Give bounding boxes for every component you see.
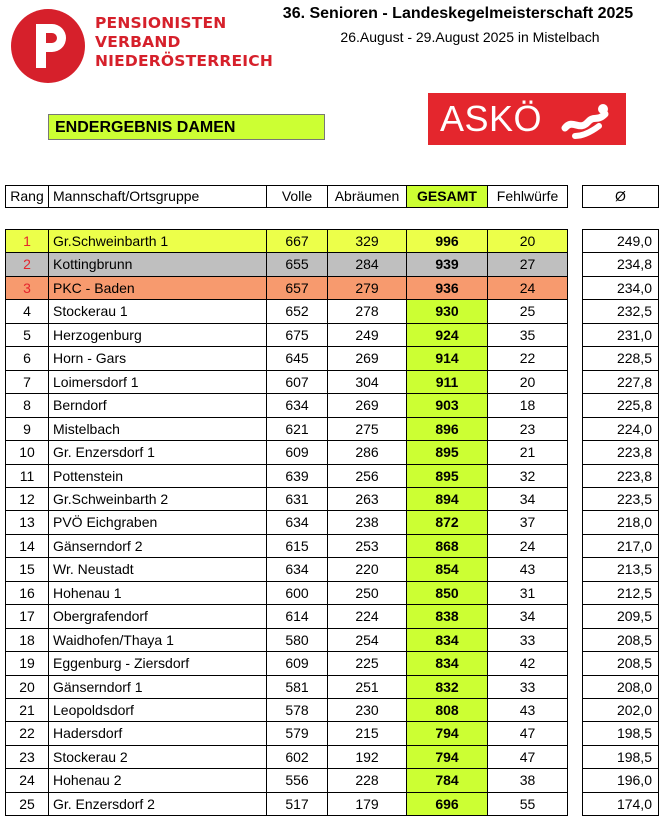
cell-rank: 22	[5, 721, 49, 746]
cell-abraeumen: 279	[327, 276, 407, 300]
cell-gesamt: 794	[406, 721, 488, 746]
cell-volle: 667	[266, 229, 328, 253]
cell-rank: 4	[5, 299, 49, 324]
cell-fehlwuerfe: 37	[487, 510, 568, 535]
cell-team: Gänserndorf 1	[48, 675, 267, 699]
cell-volle: 631	[266, 487, 328, 511]
cell-abraeumen: 250	[327, 581, 407, 605]
cell-rank: 7	[5, 370, 49, 394]
cell-fehlwuerfe: 47	[487, 721, 568, 746]
cell-fehlwuerfe: 23	[487, 417, 568, 441]
cell-team: Waidhofen/Thaya 1	[48, 628, 267, 652]
cell-average: 218,0	[582, 510, 659, 535]
cell-team: Mistelbach	[48, 417, 267, 441]
pensionisten-logo-icon	[10, 8, 86, 84]
cell-abraeumen: 329	[327, 229, 407, 253]
header-abraeumen: Abräumen	[327, 185, 407, 208]
cell-volle: 634	[266, 393, 328, 418]
cell-team: Kottingbrunn	[48, 252, 267, 277]
org-line-1: PENSIONISTEN	[95, 14, 227, 32]
cell-rank: 10	[5, 440, 49, 465]
cell-abraeumen: 284	[327, 252, 407, 277]
cell-team: Wr. Neustadt	[48, 557, 267, 582]
cell-team: Leopoldsdorf	[48, 698, 267, 722]
cell-abraeumen: 215	[327, 721, 407, 746]
cell-abraeumen: 275	[327, 417, 407, 441]
cell-fehlwuerfe: 33	[487, 675, 568, 699]
cell-abraeumen: 220	[327, 557, 407, 582]
cell-average: 217,0	[582, 534, 659, 558]
cell-average: 223,8	[582, 464, 659, 488]
cell-volle: 581	[266, 675, 328, 699]
cell-volle: 615	[266, 534, 328, 558]
cell-volle: 578	[266, 698, 328, 722]
cell-volle: 645	[266, 346, 328, 371]
cell-average: 249,0	[582, 229, 659, 253]
cell-fehlwuerfe: 35	[487, 323, 568, 347]
cell-gesamt: 930	[406, 299, 488, 324]
cell-abraeumen: 192	[327, 745, 407, 769]
cell-average: 225,8	[582, 393, 659, 418]
cell-fehlwuerfe: 43	[487, 698, 568, 722]
cell-average: 234,0	[582, 276, 659, 300]
cell-abraeumen: 179	[327, 792, 407, 816]
cell-rank: 21	[5, 698, 49, 722]
cell-abraeumen: 224	[327, 604, 407, 629]
cell-average: 231,0	[582, 323, 659, 347]
cell-rank: 14	[5, 534, 49, 558]
cell-rank: 3	[5, 276, 49, 300]
cell-abraeumen: 253	[327, 534, 407, 558]
org-line-3: NIEDERÖSTERREICH	[95, 52, 273, 70]
cell-average: 212,5	[582, 581, 659, 605]
asko-runner-icon	[561, 100, 619, 140]
cell-gesamt: 894	[406, 487, 488, 511]
cell-rank: 13	[5, 510, 49, 535]
cell-average: 202,0	[582, 698, 659, 722]
cell-gesamt: 838	[406, 604, 488, 629]
cell-fehlwuerfe: 21	[487, 440, 568, 465]
cell-fehlwuerfe: 20	[487, 229, 568, 253]
cell-rank: 12	[5, 487, 49, 511]
cell-gesamt: 834	[406, 628, 488, 652]
cell-volle: 579	[266, 721, 328, 746]
header-gesamt: GESAMT	[406, 185, 488, 208]
cell-fehlwuerfe: 34	[487, 604, 568, 629]
cell-team: Gr.Schweinbarth 1	[48, 229, 267, 253]
cell-average: 198,5	[582, 721, 659, 746]
cell-gesamt: 896	[406, 417, 488, 441]
cell-volle: 675	[266, 323, 328, 347]
cell-fehlwuerfe: 25	[487, 299, 568, 324]
cell-team: Eggenburg - Ziersdorf	[48, 651, 267, 676]
cell-rank: 16	[5, 581, 49, 605]
cell-fehlwuerfe: 18	[487, 393, 568, 418]
cell-abraeumen: 269	[327, 346, 407, 371]
cell-volle: 580	[266, 628, 328, 652]
cell-abraeumen: 256	[327, 464, 407, 488]
cell-average: 208,5	[582, 628, 659, 652]
cell-volle: 655	[266, 252, 328, 277]
cell-average: 228,5	[582, 346, 659, 371]
cell-gesamt: 924	[406, 323, 488, 347]
cell-volle: 517	[266, 792, 328, 816]
cell-fehlwuerfe: 55	[487, 792, 568, 816]
cell-gesamt: 911	[406, 370, 488, 394]
cell-rank: 24	[5, 768, 49, 793]
cell-gesamt: 808	[406, 698, 488, 722]
cell-volle: 556	[266, 768, 328, 793]
cell-rank: 18	[5, 628, 49, 652]
cell-average: 232,5	[582, 299, 659, 324]
cell-average: 223,8	[582, 440, 659, 465]
cell-rank: 23	[5, 745, 49, 769]
cell-gesamt: 903	[406, 393, 488, 418]
cell-abraeumen: 230	[327, 698, 407, 722]
cell-average: 198,5	[582, 745, 659, 769]
cell-rank: 8	[5, 393, 49, 418]
cell-fehlwuerfe: 42	[487, 651, 568, 676]
cell-gesamt: 784	[406, 768, 488, 793]
cell-rank: 25	[5, 792, 49, 816]
cell-fehlwuerfe: 24	[487, 534, 568, 558]
event-title: 36. Senioren - Landeskegelmeisterschaft 2025	[282, 5, 634, 22]
cell-fehlwuerfe: 24	[487, 276, 568, 300]
cell-team: Gr.Schweinbarth 2	[48, 487, 267, 511]
cell-gesamt: 936	[406, 276, 488, 300]
cell-team: Hohenau 1	[48, 581, 267, 605]
cell-gesamt: 872	[406, 510, 488, 535]
cell-gesamt: 794	[406, 745, 488, 769]
cell-average: 196,0	[582, 768, 659, 793]
cell-gesamt: 895	[406, 440, 488, 465]
cell-volle: 639	[266, 464, 328, 488]
cell-gesamt: 939	[406, 252, 488, 277]
cell-volle: 609	[266, 440, 328, 465]
cell-rank: 15	[5, 557, 49, 582]
cell-rank: 9	[5, 417, 49, 441]
cell-fehlwuerfe: 32	[487, 464, 568, 488]
cell-team: Gr. Enzersdorf 2	[48, 792, 267, 816]
cell-rank: 6	[5, 346, 49, 371]
cell-rank: 17	[5, 604, 49, 629]
cell-gesamt: 868	[406, 534, 488, 558]
cell-rank: 20	[5, 675, 49, 699]
cell-average: 208,0	[582, 675, 659, 699]
cell-team: Horn - Gars	[48, 346, 267, 371]
cell-abraeumen: 225	[327, 651, 407, 676]
cell-rank: 5	[5, 323, 49, 347]
cell-average: 174,0	[582, 792, 659, 816]
cell-rank: 2	[5, 252, 49, 277]
cell-average: 223,5	[582, 487, 659, 511]
event-subtitle: 26.August - 29.August 2025 in Mistelbach	[340, 29, 600, 45]
cell-fehlwuerfe: 47	[487, 745, 568, 769]
cell-average: 213,5	[582, 557, 659, 582]
cell-gesamt: 834	[406, 651, 488, 676]
cell-abraeumen: 251	[327, 675, 407, 699]
cell-volle: 634	[266, 557, 328, 582]
header-fehlwuerfe: Fehlwürfe	[487, 185, 568, 208]
cell-gesamt: 996	[406, 229, 488, 253]
cell-team: PKC - Baden	[48, 276, 267, 300]
cell-abraeumen: 263	[327, 487, 407, 511]
asko-logo	[428, 93, 626, 145]
org-line-2: VERBAND	[95, 33, 181, 51]
cell-team: Gänserndorf 2	[48, 534, 267, 558]
cell-gesamt: 696	[406, 792, 488, 816]
cell-fehlwuerfe: 43	[487, 557, 568, 582]
cell-abraeumen: 228	[327, 768, 407, 793]
cell-gesamt: 832	[406, 675, 488, 699]
cell-gesamt: 895	[406, 464, 488, 488]
cell-fehlwuerfe: 27	[487, 252, 568, 277]
cell-abraeumen: 238	[327, 510, 407, 535]
cell-abraeumen: 278	[327, 299, 407, 324]
cell-abraeumen: 304	[327, 370, 407, 394]
cell-volle: 600	[266, 581, 328, 605]
cell-team: Gr. Enzersdorf 1	[48, 440, 267, 465]
cell-abraeumen: 269	[327, 393, 407, 418]
cell-volle: 652	[266, 299, 328, 324]
result-title: ENDERGEBNIS DAMEN	[48, 114, 325, 140]
cell-volle: 607	[266, 370, 328, 394]
header-volle: Volle	[266, 185, 328, 208]
cell-rank: 19	[5, 651, 49, 676]
cell-fehlwuerfe: 38	[487, 768, 568, 793]
cell-average: 227,8	[582, 370, 659, 394]
cell-average: 234,8	[582, 252, 659, 277]
cell-team: Stockerau 1	[48, 299, 267, 324]
cell-volle: 657	[266, 276, 328, 300]
cell-abraeumen: 286	[327, 440, 407, 465]
cell-team: Loimersdorf 1	[48, 370, 267, 394]
organization-name	[95, 14, 273, 71]
cell-average: 208,5	[582, 651, 659, 676]
cell-team: Pottenstein	[48, 464, 267, 488]
cell-fehlwuerfe: 33	[487, 628, 568, 652]
cell-fehlwuerfe: 20	[487, 370, 568, 394]
cell-fehlwuerfe: 22	[487, 346, 568, 371]
header-team: Mannschaft/Ortsgruppe	[48, 185, 267, 208]
cell-volle: 614	[266, 604, 328, 629]
cell-average: 209,5	[582, 604, 659, 629]
cell-team: Herzogenburg	[48, 323, 267, 347]
header-average: Ø	[582, 185, 659, 208]
cell-team: Stockerau 2	[48, 745, 267, 769]
cell-abraeumen: 249	[327, 323, 407, 347]
header-rank: Rang	[5, 185, 49, 208]
cell-team: Hohenau 2	[48, 768, 267, 793]
cell-abraeumen: 254	[327, 628, 407, 652]
cell-team: PVÖ Eichgraben	[48, 510, 267, 535]
cell-volle: 621	[266, 417, 328, 441]
cell-team: Obergrafendorf	[48, 604, 267, 629]
cell-average: 224,0	[582, 417, 659, 441]
cell-volle: 634	[266, 510, 328, 535]
cell-team: Berndorf	[48, 393, 267, 418]
cell-gesamt: 854	[406, 557, 488, 582]
cell-fehlwuerfe: 34	[487, 487, 568, 511]
cell-gesamt: 914	[406, 346, 488, 371]
cell-volle: 609	[266, 651, 328, 676]
cell-rank: 11	[5, 464, 49, 488]
cell-rank: 1	[5, 229, 49, 253]
asko-logo-text: ASKÖ	[440, 98, 543, 139]
cell-fehlwuerfe: 31	[487, 581, 568, 605]
cell-team: Hadersdorf	[48, 721, 267, 746]
cell-gesamt: 850	[406, 581, 488, 605]
cell-volle: 602	[266, 745, 328, 769]
